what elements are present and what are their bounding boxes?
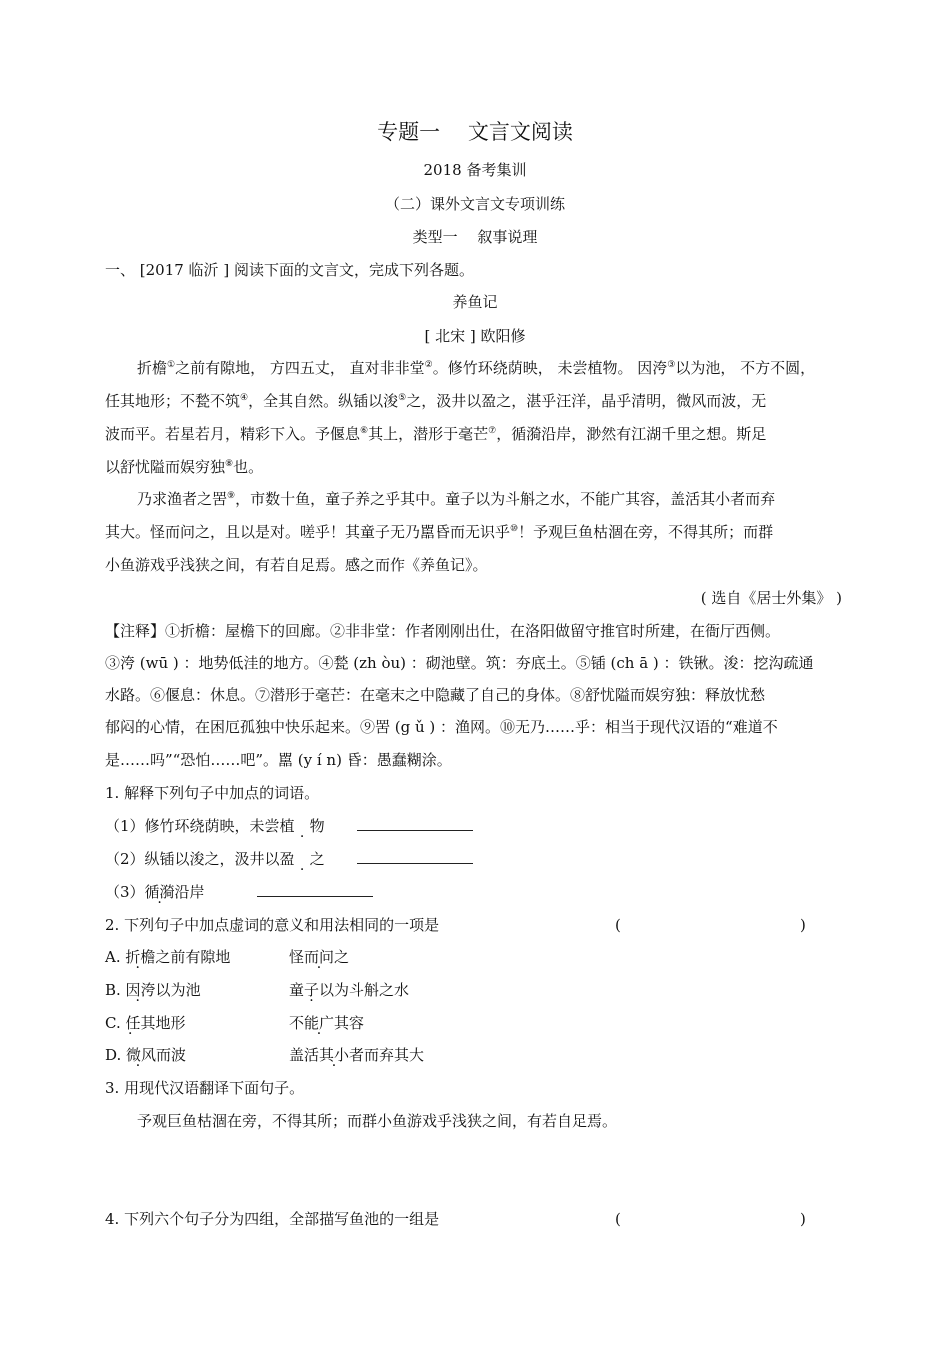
q4-stem: 4. 下列六个句子分为四组，全部描写鱼池的一组是 [105, 1210, 440, 1228]
answer-blank[interactable] [357, 849, 473, 864]
q2-option-d: D. 微风而 ·波 [105, 1045, 186, 1065]
q2-option-b-b: 童子以为斗斛之水 [289, 981, 410, 999]
essay-author: [ 北宋 ] 欧阳修 [424, 327, 526, 345]
note-line-3: 水路。⑥偃息：休息。⑦潜形于毫芒：在毫末之中隐藏了自己的身体。⑧舒忧隘而娱穷独：释放忧愁 [105, 686, 766, 704]
q2-option-c-b: 不能广其容 [289, 1014, 365, 1032]
page-title: 专题一 文言文阅读 [377, 120, 573, 144]
q2-option-b: B. 因洿以 ·为池 [105, 980, 201, 1000]
essay-source: ( 选自《居士外集》 ) [700, 589, 842, 607]
essay-p1-line3: 波而平。若星若月，精彩下入。予偃息⑥其上，潜形于毫芒⑦，循漪沿岸，渺然有江湖千里之想。斯足 [105, 425, 767, 443]
q2-option-d-b: 盖活其小者而 ·弃其大 [289, 1045, 424, 1065]
page-subtitle: 2018 备考集训 [423, 161, 527, 179]
note-line-4: 郁闷的心情，在困厄孤独中快乐起来。⑨罟 (g ǔ ) ：渔网。⑩无乃……乎：相当于现代汉语的“难道不 [105, 718, 778, 736]
q3-sentence: 予观巨鱼枯涸在旁，不得其所；而群小鱼游戏乎浅狭之间，有若自足焉。 [137, 1112, 618, 1130]
q4-paren-left: ( [615, 1210, 621, 1228]
note-line-2: ③洿 (wū ) ：地势低洼的地方。④甃 (zh òu) ：砌池壁。筑：夯底土。⑤锸 (ch ā ) ：铁锹。浚：挖沟疏通 [105, 654, 814, 672]
q2-paren-right: ) [800, 916, 806, 934]
q1-item-1: （1）修竹环绕荫映，未尝植 · 物 [105, 816, 473, 836]
essay-title: 养鱼记 [452, 293, 498, 311]
note-line-5: 是……吗”“恐怕……吧”。嚚 (y í n) 昏：愚蠢糊涂。 [105, 751, 452, 769]
q1-stem: 1. 解释下列句子中加点的词语。 [105, 784, 320, 802]
essay-p2-line1: 乃求渔者之罟⑨，市数十鱼，童子养之乎其中。童子以为斗斛之水，不能广其容，盖活其小者而弃 [137, 490, 776, 508]
answer-blank[interactable] [357, 816, 473, 831]
q4-paren-right: ) [800, 1210, 806, 1228]
q2-option-c: C. 任其 ·地形 [105, 1013, 186, 1033]
essay-p2-line2: 其大。怪而问之，且以是对。嗟乎！其童子无乃嚚昏而无识乎⑩！予观巨鱼枯涸在旁，不得其所；而群 [105, 523, 774, 541]
essay-p1-line2: 任其地形；不甃不筑④，全其自然。纵锸以浚⑤之，汲井以盈之，湛乎汪洋，晶乎清明，微风而波，无 [105, 392, 767, 410]
essay-p1-line4: 以舒忧隘而娱穷独⑧也。 [105, 458, 264, 476]
note-line-1: 【注释】①折檐：屋檐下的回廊。②非非堂：作者刚刚出仕，在洛阳做留守推官时所建，在衙厅西侧。 [105, 622, 781, 640]
q1-item-2: （2）纵锸以浚之，汲井以盈 · 之 [105, 849, 473, 869]
q2-stem: 2. 下列句子中加点虚词的意义和用法相同的一项是 [105, 916, 440, 934]
q2-option-a: A. 折檐之 ·前有隙地 [105, 947, 230, 967]
q2-option-a-b: 怪而问之 [289, 948, 350, 966]
q3-stem: 3. 用现代汉语翻译下面句子。 [105, 1079, 305, 1097]
type-title: 类型一 叙事说理 [412, 228, 538, 246]
essay-p2-line3: 小鱼游戏乎浅狭之间，有若自足焉。感之而作《养鱼记》。 [105, 556, 488, 574]
q2-paren-left: ( [615, 916, 621, 934]
q1-item-3: （3）循漪沿岸 [105, 882, 373, 902]
answer-blank[interactable] [257, 882, 373, 897]
question-intro: 一、 [2017 临沂 ] 阅读下面的文言文，完成下列各题。 [105, 261, 474, 279]
section-title: （二）课外文言文专项训练 [384, 195, 565, 213]
essay-p1-line1: 折檐①之前有隙地， 方四五丈， 直对非非堂②。修竹环绕荫映， 未尝植物。 因洿③以为池， 不方不圆， [137, 359, 816, 377]
